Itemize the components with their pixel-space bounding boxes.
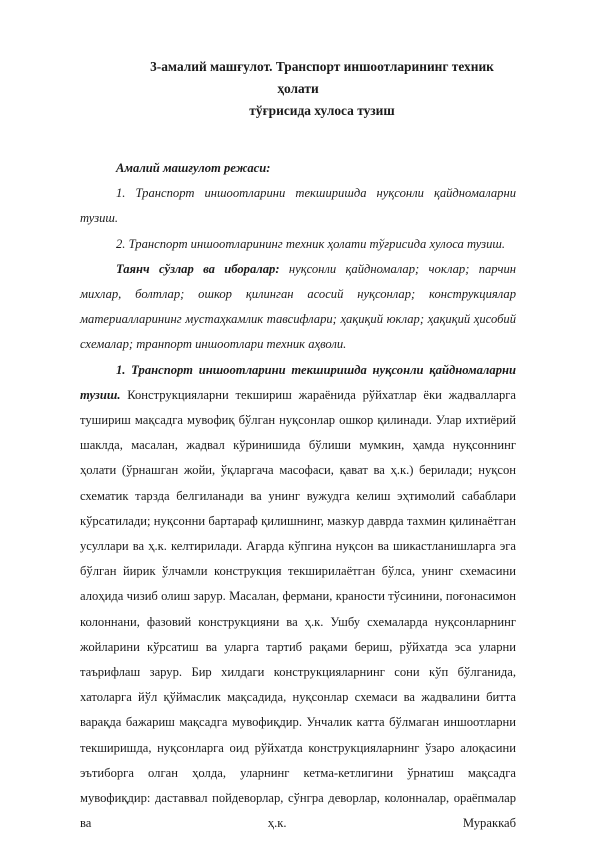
section-1-heading: 1. Транспорт иншоотларини текширишда нуқсонли қайдномаларни тузиш. — [80, 362, 516, 402]
keywords-text: нуқсонли қайдномалар; чоклар; парчин михлар, болтлар; ошкор қилинган асосий нуқсонлар; конструкциялар материалларининг мустаҳкамлик тавсифлари; ҳақиқий юклар; ҳақиқий ҳисобий схемалар; транпорт иншоотлари техник аҳволи. — [80, 261, 516, 352]
document-page — [80, 52, 516, 836]
page-title — [80, 56, 516, 122]
section-1-paragraph — [80, 358, 516, 837]
title-line-2: тўғрисида хулоса тузиш — [249, 103, 395, 118]
title-line-1: 3-амалий машғулот. Транспорт иншоотларининг техник ҳолати — [150, 59, 494, 96]
plan-item-1: 1. Транспорт иншоотларини текширишда нуқсонли қайдномаларни тузиш. — [80, 186, 516, 226]
plan-heading: Амалий машғулот режаси: — [116, 161, 271, 175]
section-1-text: Конструкцияларни текшириш жараёнида рўйхатлар ёки жадвалларга тушириш мақсадга мувофиқ бўлган нуқсонлар ошкор қилинади. Улар ихтиёрий шаклда, масалан, жадвал кўринишида бўлиши мумкин, ҳамда нуқсоннинг ҳолати (ўрнашган жойи, ўқларгача масофаси, қават ва ҳ.к.) берилади; нуқсон схематик тарзда белгиланади ва унинг вужудга келиш эҳтимолий сабаблари кўрсатилади; нуқсонни бартараф қилишнинг, мазкур даврда тахмин қилинаётган усуллари ва ҳ.к. келтирилади. Агарда кўпгина нуқсон ва шикастланишларга эга бўлган йирик ўлчамли конструкция текширилаётган бўлса, унинг схемасини алоҳида чизиб олиш зарур. Масалан, фермани, краности тўсинини, поғонасимон колоннани, фазовий конструкцияни ва ҳ.к. Ушбу схемаларда нуқсонларнинг жойларини кўрсатиш ва уларга тартиб рақами бериш, рўйхатда эса уларни таърифлаш зарур. Бир хилдаги конструкцияларнинг сони кўп бўлганида, хатоларга йўл қўймаслик мақсадида, нуқсонлар схемаси ва жадвалини битта варақда бажариш мақсадга мувофиқдир. Унчалик катта бўлмаган иншоотларни текширишда, нуқсонларга оид рўйхатда конструкцияларнинг ўзаро алоқасини эътиборга олган ҳолда, уларнинг кетма-кетлигини ўрнатиш мақсадга мувофиқдир: даставвал пойдеворлар, сўнгра деворлар, колонналар, ораёпмалар ва ҳ.к. Мураккаб — [80, 387, 516, 831]
title-spacer — [80, 122, 516, 156]
keywords-label: Таянч сўзлар ва иборалар: — [116, 261, 280, 276]
keywords-paragraph — [80, 257, 516, 358]
plan-item-2: 2. Транспорт иншоотларининг техник ҳолати тўғрисида хулоса тузиш. — [116, 236, 506, 251]
